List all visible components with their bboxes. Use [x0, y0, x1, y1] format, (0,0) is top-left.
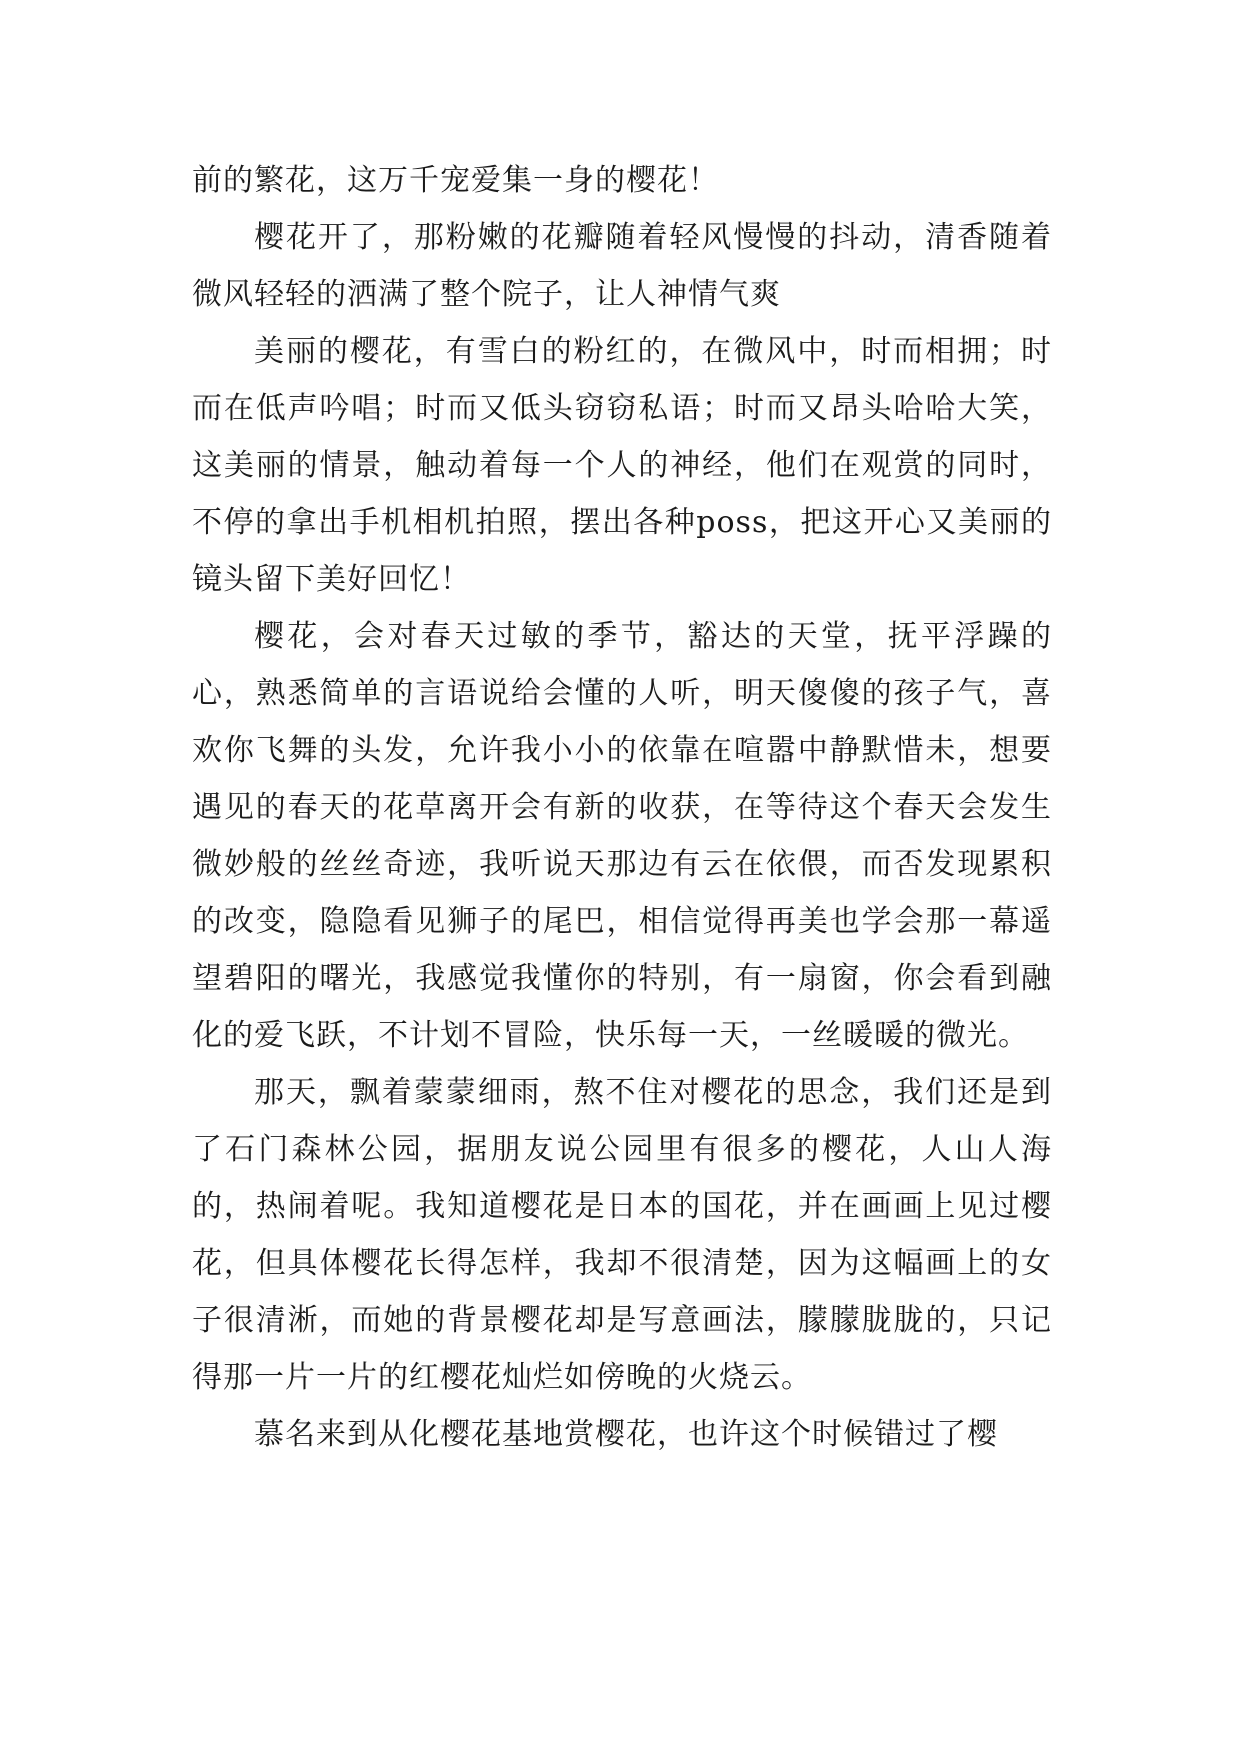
body-text [192, 152, 1052, 1463]
paragraph-3: 美丽的樱花，有雪白的粉红的，在微风中，时而相拥；时而在低声吟唱；时而又低头窃窃私语；时而又昂头哈哈大笑，这美丽的情景，触动着每一个人的神经，他们在观赏的同时，不停的拿出手机相机拍照，摆出各种poss，把这开心又美丽的镜头留下美好回忆！ [192, 334, 1052, 597]
paragraph-1: 前的繁花，这万千宠爱集一身的樱花！ [192, 163, 719, 198]
paragraph-6: 慕名来到从化樱花基地赏樱花，也许这个时候错过了樱 [254, 1417, 998, 1452]
paragraph-5: 那天，飘着蒙蒙细雨，熬不住对樱花的思念，我们还是到了石门森林公园，据朋友说公园里有很多的樱花，人山人海的，热闹着呢。我知道樱花是日本的国花，并在画画上见过樱花，但具体樱花长得怎样，我却不很清楚，因为这幅画上的女子很清淅，而她的背景樱花却是写意画法，朦朦胧胧的，只记得那一片一片的红樱花灿烂如傍晚的火烧云。 [192, 1075, 1052, 1395]
paragraph-2: 樱花开了，那粉嫩的花瓣随着轻风慢慢的抖动，清香随着微风轻轻的洒满了整个院子，让人神情气爽 [192, 220, 1052, 312]
paragraph-4: 樱花，会对春天过敏的季节，豁达的天堂，抚平浮躁的心，熟悉简单的言语说给会懂的人听，明天傻傻的孩子气，喜欢你飞舞的头发，允许我小小的依靠在喧嚣中静默惜未，想要遇见的春天的花草离开会有新的收获，在等待这个春天会发生微妙般的丝丝奇迹，我听说天那边有云在依偎，而否发现累积的改变，隐隐看见狮子的尾巴，相信觉得再美也学会那一幕遥望碧阳的曙光，我感觉我懂你的特别，有一扇窗，你会看到融化的爱飞跃，不计划不冒险，快乐每一天，一丝暖暖的微光。 [192, 619, 1052, 1053]
